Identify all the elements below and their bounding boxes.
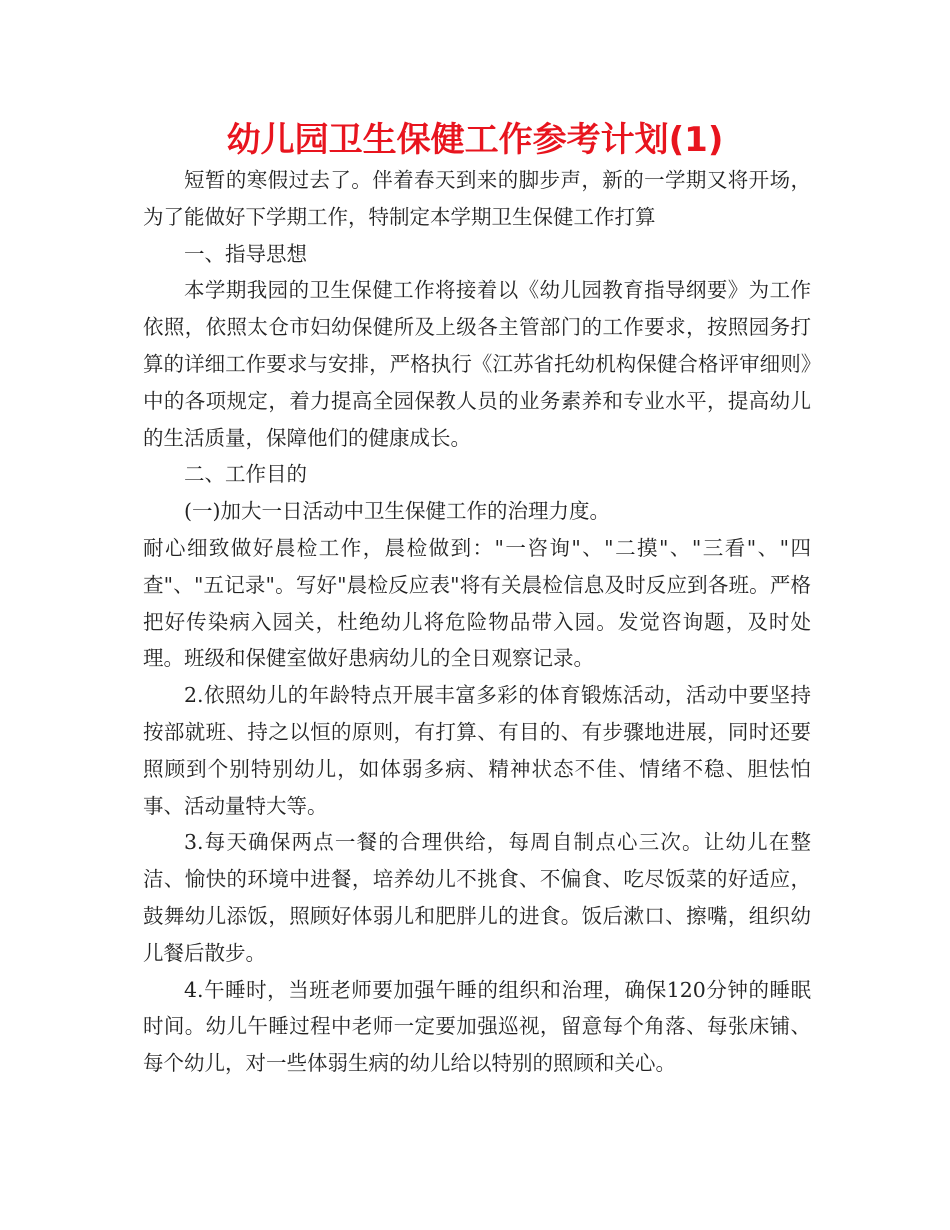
heading-guiding-ideology: 一、指导思想 [184, 241, 307, 266]
paragraph-item-4: 4.午睡时，当班老师要加强午睡的组织和治理，确保120分钟的睡眠时间。幼儿午睡过程中老师一定要加强巡视，留意每个角落、每张床铺、每个幼儿，对一些体弱生病的幼儿给以特别的照顾和关心。 [143, 977, 811, 1076]
paragraph-guiding-ideology: 本学期我园的卫生保健工作将接着以《幼儿园教育指导纲要》为工作依照，依照太仓市妇幼保健所及上级各主管部门的工作要求，按照园务打算的详细工作要求与安排，严格执行《江苏省托幼机构保健合格评审细则》中的各项规定，着力提高全园保教人员的业务素养和专业水平，提高幼儿的生活质量，保障他们的健康成长。 [143, 278, 811, 450]
document-body [143, 162, 811, 1082]
heading-work-goals: 二、工作目的 [184, 462, 307, 487]
subheading-daily-activity: (一)加大一日活动中卫生保健工作的治理力度。 [184, 499, 610, 524]
paragraph-morning-check: 耐心细致做好晨检工作，晨检做到："一咨询"、"二摸"、"三看"、"四查"、"五记录"。写好"晨检反应表"将有关晨检信息及时反应到各班。严格把好传染病入园关，杜绝幼儿将危险物品带入园。发觉咨询题，及时处理。班级和保健室做好患病幼儿的全日观察记录。 [143, 535, 811, 671]
paragraph-item-2: 2.依照幼儿的年龄特点开展丰富多彩的体育锻炼活动，活动中要坚持按部就班、持之以恒的原则，有打算、有目的、有步骤地进展，同时还要照顾到个别特别幼儿，如体弱多病、精神状态不佳、情绪不稳、胆怯怕事、活动量特大等。 [143, 683, 811, 818]
paragraph-item-3: 3.每天确保两点一餐的合理供给，每周自制点心三次。让幼儿在整洁、愉快的环境中进餐，培养幼儿不挑食、不偏食、吃尽饭菜的好适应，鼓舞幼儿添饭，照顾好体弱儿和肥胖儿的进食。饭后漱口、擦嘴，组织幼儿餐后散步。 [143, 830, 811, 965]
paragraph-intro: 短暂的寒假过去了。伴着春天到来的脚步声，新的一学期又将开场，为了能做好下学期工作，特制定本学期卫生保健工作打算 [143, 168, 811, 229]
document-title: 幼儿园卫生保健工作参考计划(1) [226, 120, 724, 160]
